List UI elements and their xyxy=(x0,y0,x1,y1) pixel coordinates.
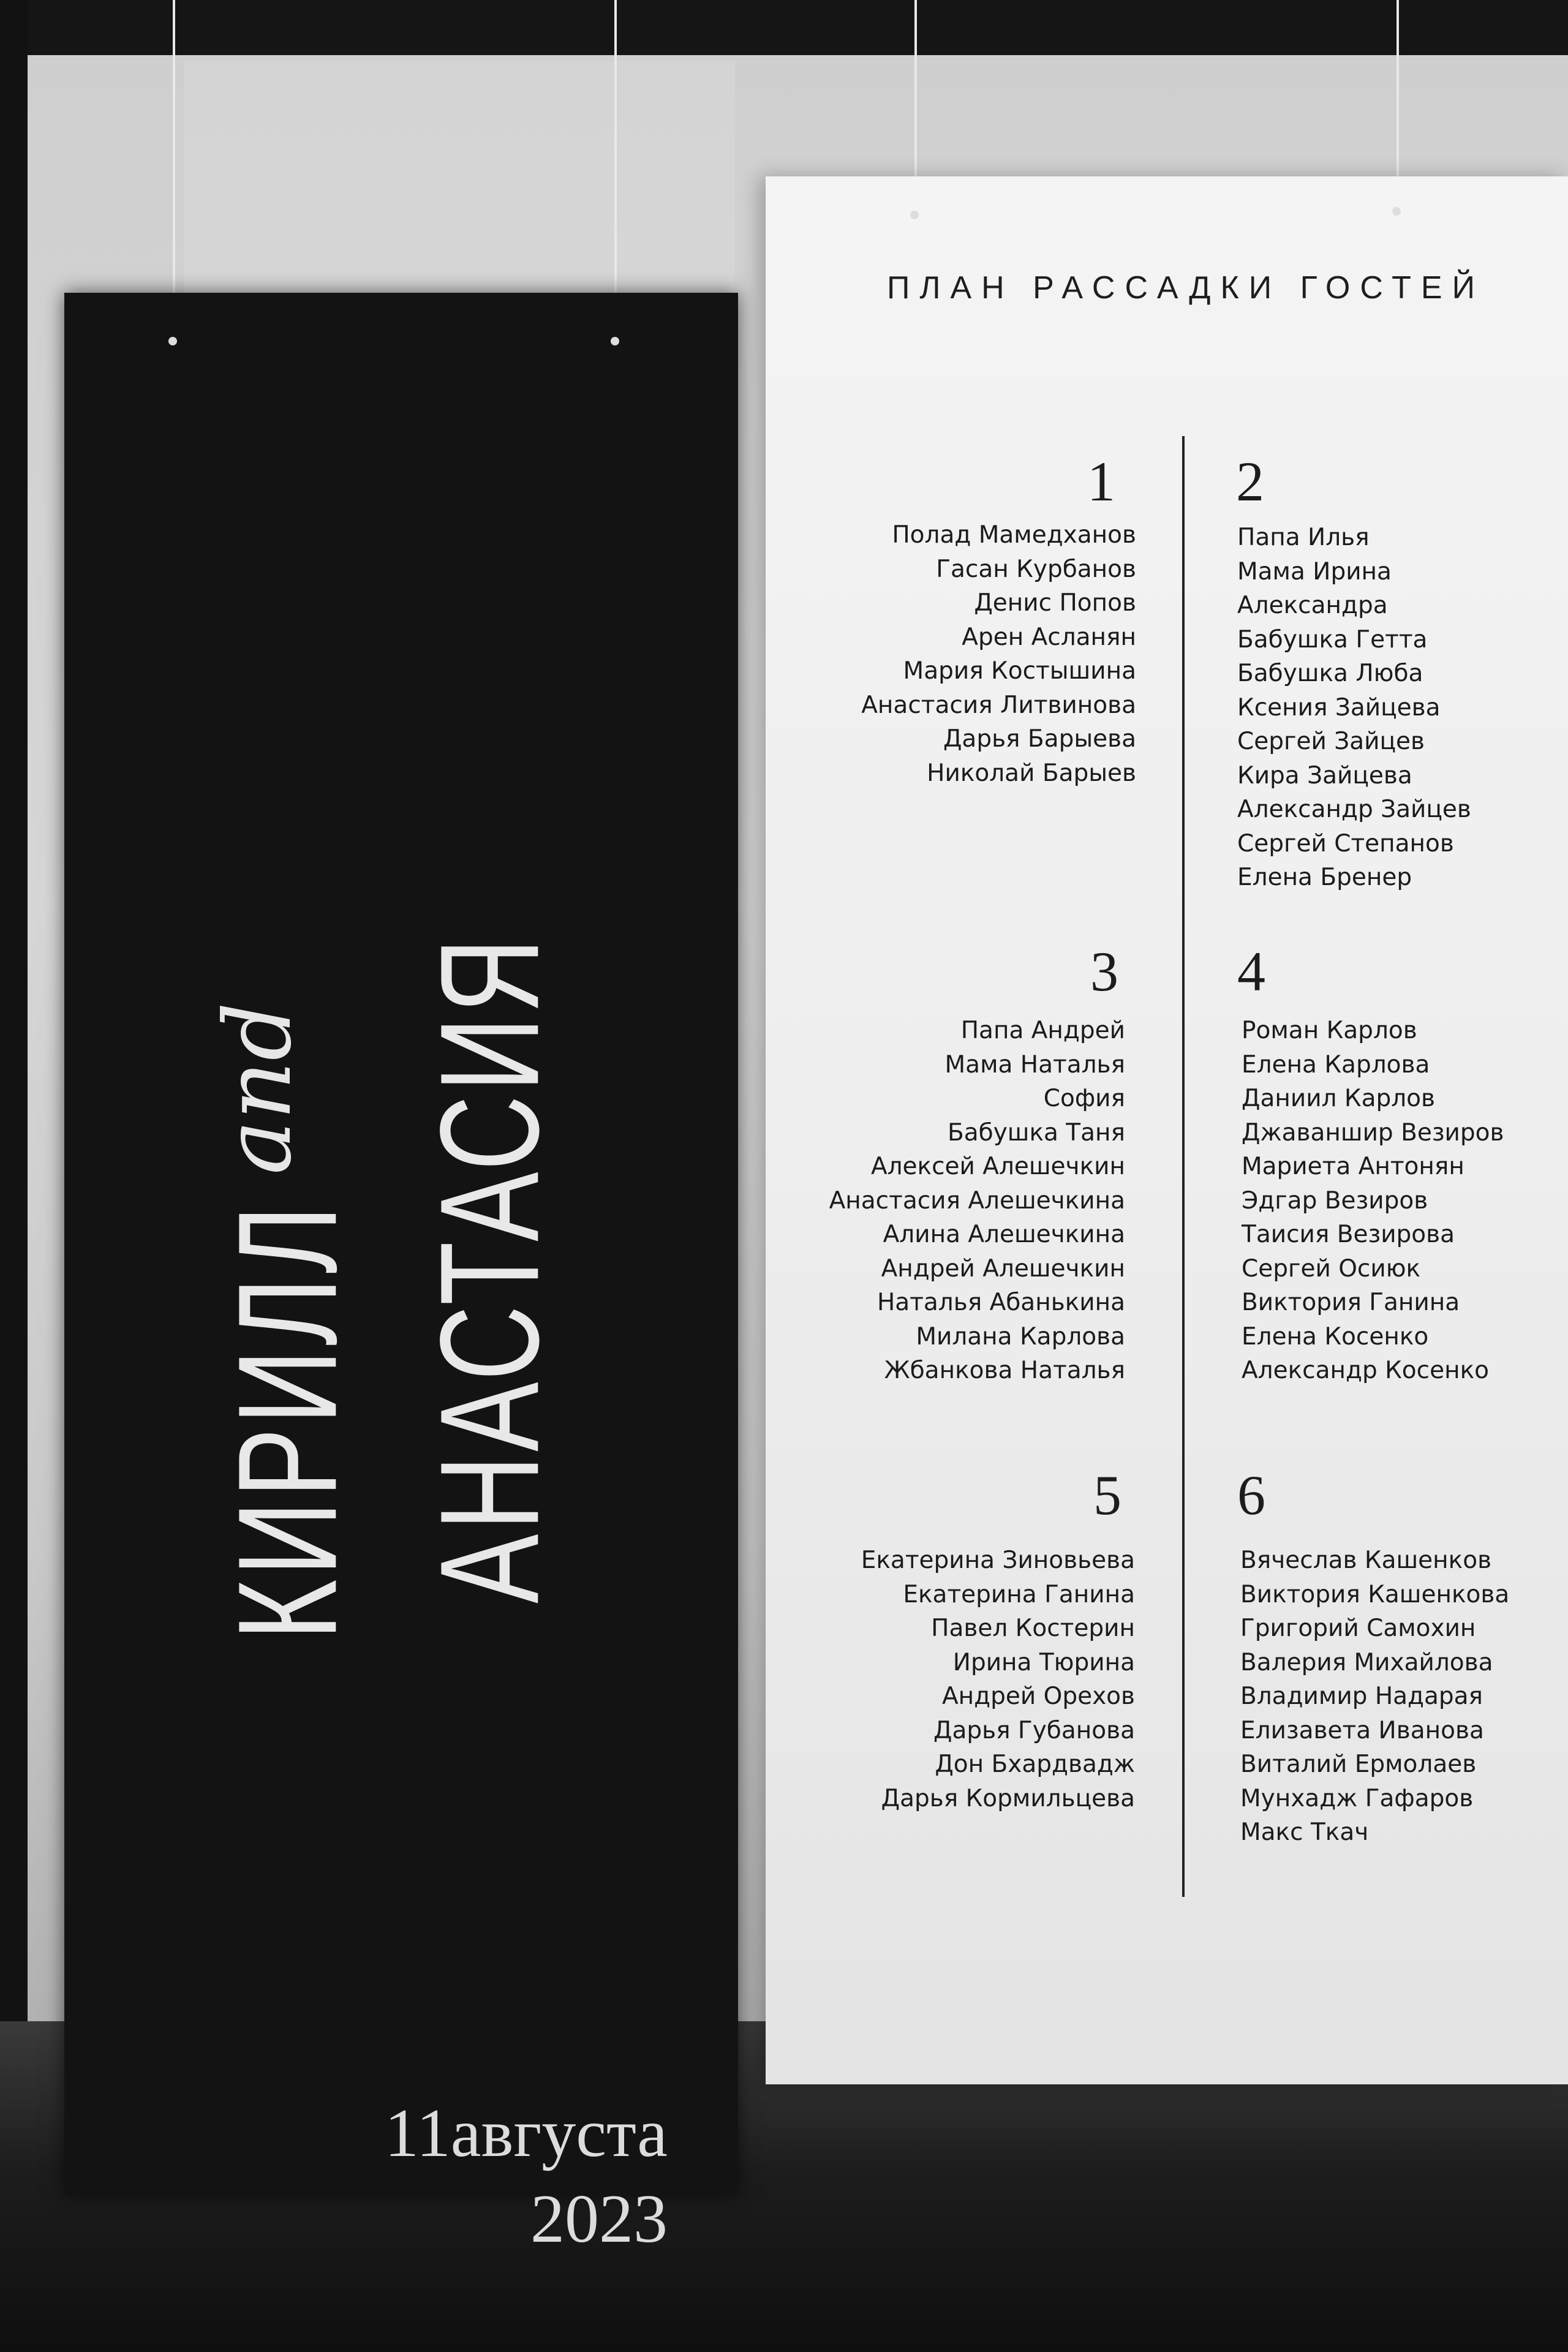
guest-name: Николай Барыев xyxy=(927,759,1136,787)
table-number-6: 6 xyxy=(1237,1464,1265,1526)
guest-name: Даниил Карлов xyxy=(1242,1085,1435,1112)
guest-name: Таисия Везирова xyxy=(1242,1221,1455,1248)
table-3-guests xyxy=(829,1014,1125,1388)
guest-name: Алексей Алешечкин xyxy=(870,1153,1125,1180)
guest-name: Макс Ткач xyxy=(1240,1819,1369,1846)
guest-name: Елизавета Иванова xyxy=(1240,1716,1484,1744)
guest-name: София xyxy=(1043,1085,1125,1112)
and-script: and xyxy=(205,1001,312,1175)
table-number-4: 4 xyxy=(1237,940,1265,1003)
guest-name: Екатерина Зиновьева xyxy=(861,1547,1135,1574)
guest-name: Папа Илья xyxy=(1237,524,1370,551)
wall-panel xyxy=(184,61,735,294)
guest-name: Эдгар Везиров xyxy=(1242,1186,1428,1215)
guest-name: Александр Косенко xyxy=(1242,1357,1490,1384)
wedding-date xyxy=(385,2090,668,2262)
guest-name: Сергей Осиюк xyxy=(1242,1254,1421,1283)
guest-name: Жбанкова Наталья xyxy=(884,1357,1125,1384)
guest-name: Джаваншир Везиров xyxy=(1242,1118,1504,1147)
guest-name: Павел Костерин xyxy=(931,1615,1135,1642)
table-1-guests xyxy=(861,518,1136,790)
guest-name: Елена Косенко xyxy=(1242,1322,1429,1351)
guest-name: Сергей Степанов xyxy=(1237,829,1454,858)
hanging-string xyxy=(173,0,175,343)
seating-plan-title: ПЛАН РАССАДКИ ГОСТЕЙ xyxy=(887,270,1485,306)
guest-name: Дарья Кормильцева xyxy=(881,1784,1135,1812)
guest-name: Григорий Самохин xyxy=(1240,1615,1476,1642)
guest-name: Денис Попов xyxy=(974,589,1136,617)
bride-name: АНАСТАСИЯ xyxy=(411,934,569,1604)
table-5-guests xyxy=(861,1544,1135,1815)
hanging-string xyxy=(614,0,617,343)
table-6-guests xyxy=(1240,1544,1509,1850)
guest-name: Мария Костышина xyxy=(903,657,1136,685)
guest-name: Роман Карлов xyxy=(1242,1017,1417,1044)
window-frame-left xyxy=(0,0,28,2352)
guest-name: Александра xyxy=(1237,592,1388,619)
guest-name: Мама Ирина xyxy=(1237,557,1392,586)
column-divider xyxy=(1182,436,1185,1897)
guest-name: Наталья Абанькина xyxy=(876,1289,1125,1316)
guest-name: Анастасия Алешечкина xyxy=(829,1186,1125,1215)
guest-name: Дон Бхардвадж xyxy=(935,1751,1135,1778)
guest-name: Сергей Зайцев xyxy=(1237,728,1425,755)
table-number-3: 3 xyxy=(1090,940,1118,1003)
hook-icon xyxy=(168,337,177,345)
guest-name: Мунхадж Гафаров xyxy=(1240,1784,1474,1812)
hook-icon xyxy=(1392,207,1401,216)
table-number-1: 1 xyxy=(1087,450,1115,513)
guest-name: Гасан Курбанов xyxy=(936,555,1136,583)
guest-name: Вячеслав Кашенков xyxy=(1240,1547,1492,1574)
guest-name: Виктория Ганина xyxy=(1242,1289,1460,1316)
guest-name: Елена Бренер xyxy=(1237,864,1412,891)
guest-name: Милана Карлова xyxy=(916,1322,1125,1351)
guest-name: Мариета Антонян xyxy=(1242,1153,1464,1180)
guest-name: Андрей Орехов xyxy=(941,1683,1135,1710)
guest-name: Полад Мамедханов xyxy=(892,521,1136,549)
guest-name: Виталий Ермолаев xyxy=(1240,1751,1477,1778)
ceiling-shadow xyxy=(0,0,1568,55)
guest-name: Екатерина Ганина xyxy=(903,1580,1135,1608)
guest-name: Александр Зайцев xyxy=(1237,796,1471,823)
table-number-2: 2 xyxy=(1236,450,1264,513)
guest-name: Бабушка Таня xyxy=(947,1118,1125,1147)
guest-name: Алина Алешечкина xyxy=(883,1221,1125,1248)
guest-name: Ирина Тюрина xyxy=(952,1648,1135,1676)
groom-name: КИРИЛЛ xyxy=(209,1202,367,1640)
couple-names-poster xyxy=(64,293,738,2257)
date-day-month: 11августа xyxy=(384,2095,668,2171)
guest-name: Елена Карлова xyxy=(1242,1050,1430,1079)
guest-name: Папа Андрей xyxy=(960,1017,1125,1044)
table-number-5: 5 xyxy=(1093,1464,1121,1526)
rotated-names xyxy=(95,844,707,1640)
date-year: 2023 xyxy=(530,2181,668,2257)
guest-name: Бабушка Гетта xyxy=(1237,625,1428,654)
guest-name: Бабушка Люба xyxy=(1237,660,1423,687)
guest-name: Кира Зайцева xyxy=(1237,761,1412,790)
guest-name: Дарья Барыева xyxy=(943,725,1136,753)
guest-name: Арен Асланян xyxy=(962,623,1136,651)
guest-name: Валерия Михайлова xyxy=(1240,1648,1493,1676)
guest-name: Ксения Зайцева xyxy=(1237,693,1441,722)
guest-name: Анастасия Литвинова xyxy=(861,691,1136,719)
hook-icon xyxy=(611,337,619,345)
table-4-guests xyxy=(1242,1014,1504,1388)
guest-name: Дарья Губанова xyxy=(933,1716,1135,1744)
guest-name: Владимир Надарая xyxy=(1240,1683,1483,1710)
table-2-guests xyxy=(1237,521,1471,895)
hook-icon xyxy=(910,211,919,219)
guest-name: Мама Наталья xyxy=(944,1050,1125,1079)
guest-name: Андрей Алешечкин xyxy=(881,1254,1125,1283)
guest-name: Виктория Кашенкова xyxy=(1240,1580,1510,1608)
